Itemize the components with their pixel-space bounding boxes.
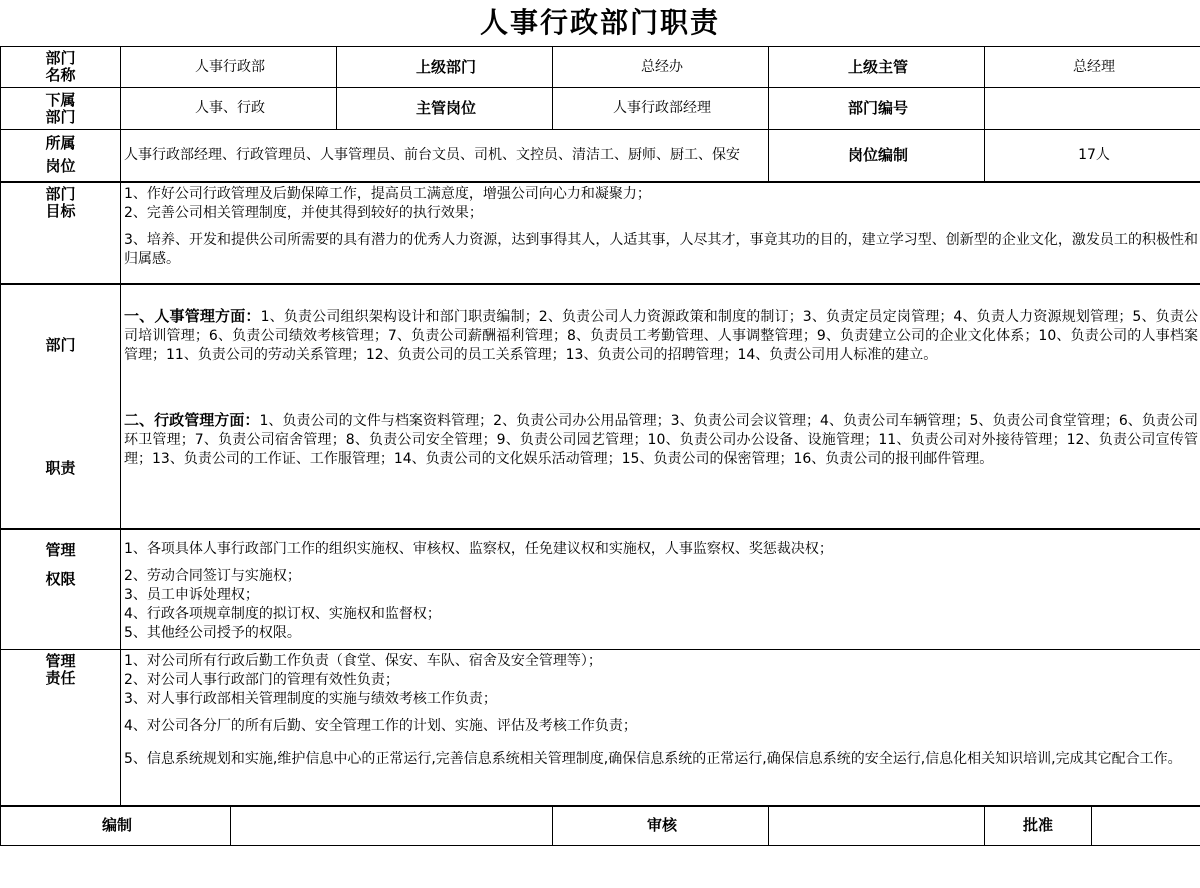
superior-dept-label: 上级部门: [337, 47, 553, 88]
dept-name-value: 人事行政部: [121, 47, 337, 88]
superior-dept-value: 总经办: [553, 47, 769, 88]
manager-post-value: 人事行政部经理: [553, 88, 769, 130]
authority-item: 3、员工申诉处理权；: [124, 586, 259, 603]
hr-duties: [124, 307, 1198, 365]
row-posts: [1, 130, 1200, 182]
approved-label: 批准: [985, 807, 1092, 845]
admin-duties-heading: 二、行政管理方面：: [124, 410, 260, 429]
row-authority: [1, 529, 1200, 650]
row-sub-dept: [1, 88, 1200, 130]
goals-label-line2: 目标: [45, 201, 76, 220]
approval-cell: [985, 806, 1200, 846]
reviewed-label: 审核: [553, 806, 769, 846]
admin-duties-body: 1、负责公司的文件与档案资料管理；2、负责公司办公用品管理；3、负责公司会议管理；4、负责公司车辆管理；5、负责公司食堂管理；6、负责公司环卫管理；7、负责公司宿舍管理；8、负责公司安全管理；9、负责公司园艺管理；10、负责公司办公设备、设施管理；11、负责公司对外接待管理；12、负责公司宣传管理；13、负责公司的工作证、工作服管理；14、负责公司的文化娱乐活动管理；15、负责公司的保密管理；16、负责公司的报刊邮件管理。: [124, 412, 1199, 467]
goal-item: 2、完善公司相关管理制度，并使其得到较好的执行效果；: [124, 204, 483, 221]
goal-item: 3、培养、开发和提供公司所需要的具有潜力的优秀人力资源，达到事得其人，人适其事，人尽其才，事竟其功的目的，建立学习型、创新型的企业文化，激发员工的积极性和归属感。: [124, 231, 1199, 267]
responsibility-item: 4、对公司各分厂的所有后勤、安全管理工作的计划、实施、评估及考核工作负责；: [124, 718, 637, 734]
row-goals: [1, 182, 1200, 284]
sub-dept-label: [1, 88, 121, 130]
headcount-label: 岗位编制: [769, 130, 985, 182]
responsibility-item: 2、对公司人事行政部门的管理有效性负责；: [124, 672, 399, 688]
duties-label: [1, 284, 121, 529]
page-title: 人事行政部门职责: [479, 6, 720, 39]
superior-manager-value: 总经理: [985, 47, 1200, 88]
admin-duties: [124, 411, 1198, 469]
row-dept-name: [1, 47, 1200, 88]
hr-duties-body: 1、负责公司组织架构设计和部门职责编制；2、负责公司人力资源政策和制度的制订；3、负责定员定岗管理；4、负责人力资源规划管理；5、负责公司培训管理；6、负责公司绩效考核管理；7、负责公司薪酬福利管理；8、负责员工考勤管理、人事调整管理；9、负责建立公司的企业文化体系；10、负责公司的人事档案管理；11、负责公司的劳动关系管理；12、负责公司的员工关系管理；13、负责公司的招聘管理；14、负责公司用人标准的建立。: [124, 308, 1199, 363]
dept-code-value: [985, 88, 1200, 130]
authority-label: [1, 529, 121, 650]
posts-label: [1, 130, 121, 182]
duties-label-top: 部门: [45, 335, 76, 354]
prepared-label: 编制: [1, 806, 231, 846]
dept-code-label: 部门编号: [769, 88, 985, 130]
authority-text: [121, 529, 1200, 650]
responsibility-label-line1: 管理: [45, 652, 76, 670]
goals-label-line1: 部门: [45, 184, 76, 203]
authority-item: 5、其他经公司授予的权限。: [124, 624, 301, 641]
dept-name-label-line2: 名称: [45, 66, 76, 84]
row-responsibility: [1, 650, 1200, 806]
responsibility-label: [1, 650, 121, 806]
goals-label: [1, 182, 121, 284]
prepared-value: [231, 806, 553, 846]
hr-duties-heading: 一、人事管理方面：: [124, 306, 261, 325]
duty-table: [0, 46, 1200, 846]
duties-text: [121, 284, 1200, 529]
row-signoff: [1, 806, 1200, 846]
manager-post-label: 主管岗位: [337, 88, 553, 130]
responsibility-label-line2: 责任: [45, 669, 76, 687]
headcount-value: 17人: [985, 130, 1200, 182]
row-duties: [1, 284, 1200, 529]
responsibility-item: 5、信息系统规划和实施,维护信息中心的正常运行,完善信息系统相关管理制度,确保信息系统的正常运行,确保信息系统的安全运行,信息化相关知识培训,完成其它配合工作。: [124, 751, 1182, 767]
authority-label-top: 管理: [45, 540, 76, 559]
responsibility-item: 1、对公司所有行政后勤工作负责（食堂、保安、车队、宿舍及安全管理等）；: [124, 653, 602, 669]
authority-item: 4、行政各项规章制度的拟订权、实施权和监督权；: [124, 605, 441, 622]
sub-dept-label-line1: 下属: [45, 90, 76, 109]
superior-manager-label: 上级主管: [769, 47, 985, 88]
dept-name-label-line1: 部门: [45, 49, 76, 67]
authority-item: 1、各项具体人事行政部门工作的组织实施权、审核权、监察权，任免建议权和实施权，人事监察权、奖惩裁决权；: [124, 540, 833, 557]
approved-value: [1092, 807, 1200, 845]
duties-label-bottom: 职责: [45, 458, 76, 477]
posts-label-line2: 岗位: [45, 157, 76, 176]
sub-dept-label-line2: 部门: [45, 107, 76, 126]
responsibility-text: [121, 650, 1200, 806]
sub-dept-value: 人事、行政: [121, 88, 337, 130]
goals-text: [121, 182, 1200, 284]
goal-item: 1、作好公司行政管理及后勤保障工作，提高员工满意度，增强公司向心力和凝聚力；: [124, 185, 651, 202]
posts-value: 人事行政部经理、行政管理员、人事管理员、前台文员、司机、文控员、清洁工、厨师、厨工、保安: [121, 130, 769, 182]
reviewed-value: [769, 806, 985, 846]
posts-label-line1: 所属: [45, 134, 76, 153]
responsibility-item: 3、对人事行政部相关管理制度的实施与绩效考核工作负责；: [124, 691, 497, 707]
dept-name-label: [1, 47, 121, 88]
authority-label-bottom: 权限: [45, 569, 76, 588]
authority-item: 2、劳动合同签订与实施权；: [124, 567, 301, 584]
